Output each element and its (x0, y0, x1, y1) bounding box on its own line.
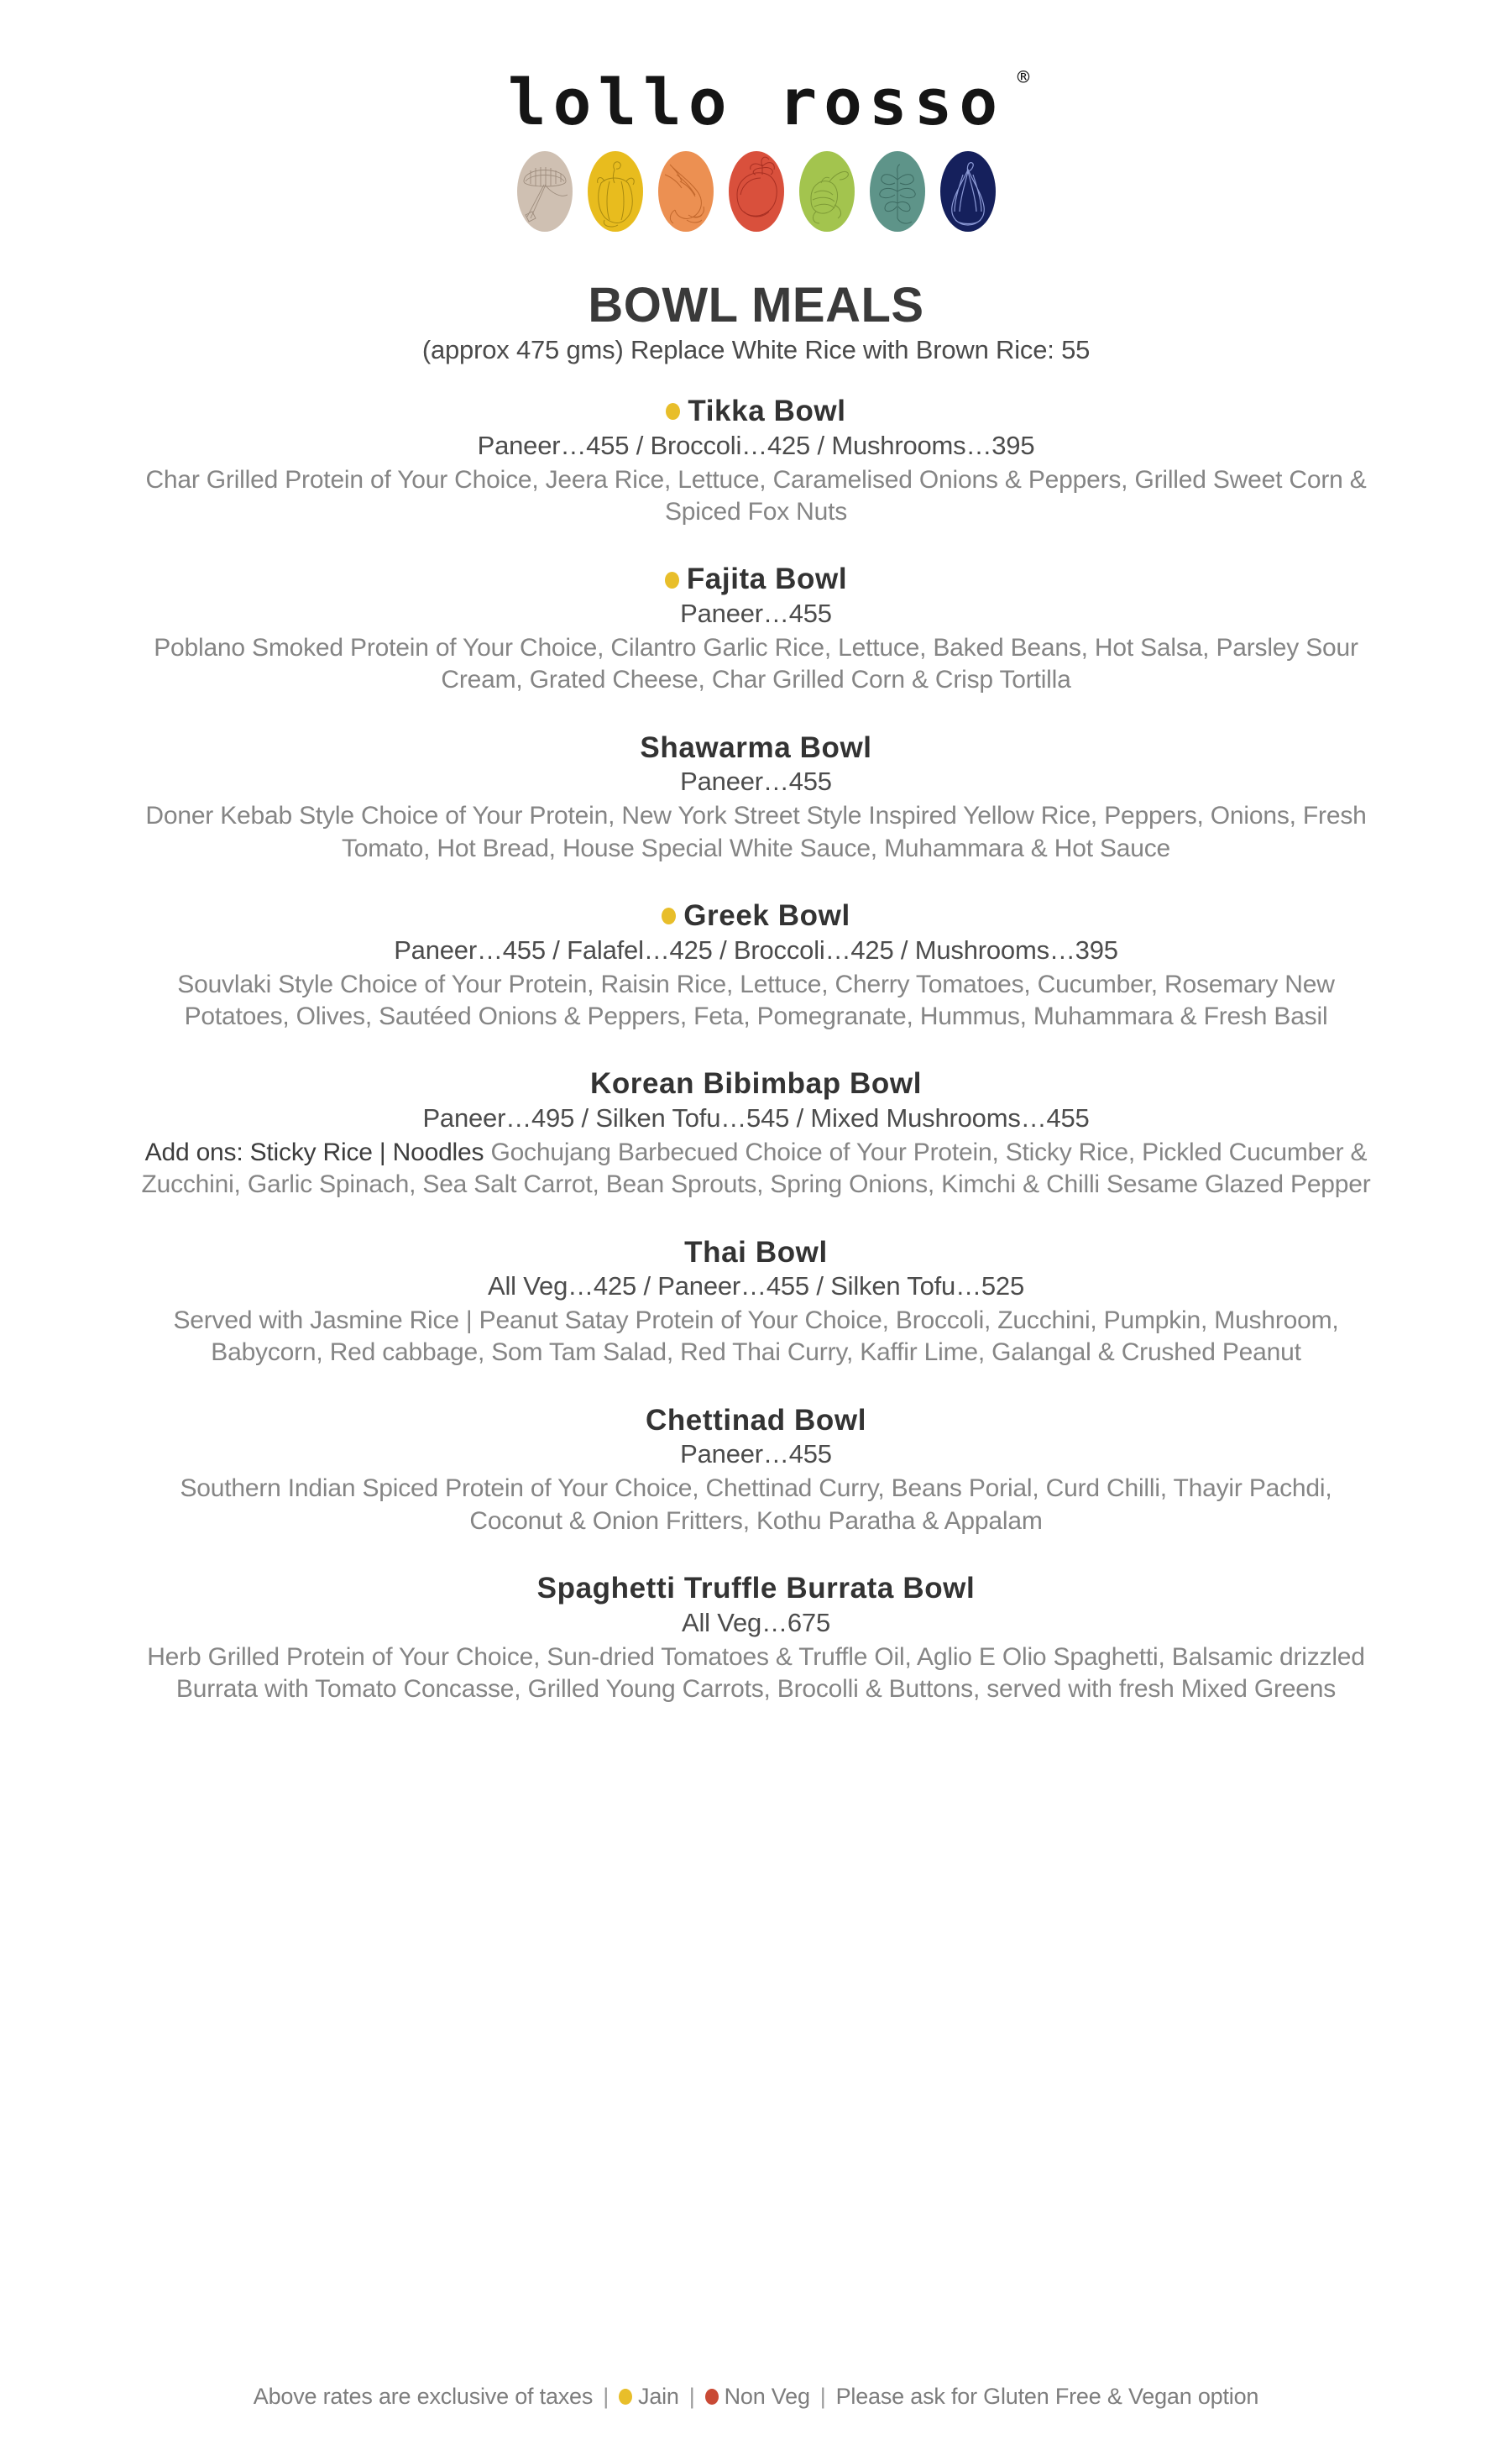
menu-item-title-row (101, 1573, 1411, 1605)
options-note: Please ask for Gluten Free & Vegan option (835, 2384, 1259, 2409)
garlic-icon (937, 146, 999, 237)
menu-item-title-row (101, 1405, 1411, 1437)
menu-item-title-row (101, 563, 1411, 596)
menu-item-title-row (101, 900, 1411, 933)
page-subtitle: (approx 475 gms) Replace White Rice with Brown Rice: 55 (421, 335, 1091, 365)
menu-item (101, 732, 1411, 865)
menu-item-title-row (101, 1068, 1411, 1101)
jain-dot-icon (662, 908, 676, 924)
tomato-icon (725, 146, 787, 237)
taxes-note: Above rates are exclusive of taxes (253, 2384, 594, 2409)
menu-item-price: Paneer…455 / Broccoli…425 / Mushrooms…395 (477, 430, 1035, 460)
footer-separator-1: | (603, 2384, 610, 2409)
menu-item-title-row (101, 1237, 1411, 1270)
footer-separator-2: | (688, 2384, 695, 2409)
menu-item (101, 1237, 1411, 1369)
menu-item-title-row (101, 395, 1411, 428)
menu-item-description-text: Gochujang Barbecued Choice of Your Protein, Sticky Rice, Pickled Cucumber & Zucchini, Garlic Spinach, Sea Salt Carrot, Bean Sprouts, Spring Onions, Kimchi & Chilli Sesame Glazed Pepper (141, 1138, 1371, 1199)
menu-item-name: Thai Bowl (684, 1235, 828, 1269)
herbs-icon (866, 146, 929, 237)
bell-pepper-icon (584, 146, 646, 237)
mushroom-icon (514, 146, 576, 237)
legend-nonveg (705, 2384, 810, 2410)
menu-item-price: Paneer…455 / Falafel…425 / Broccoli…425 / Mushrooms…395 (394, 935, 1118, 965)
menu-item-description: Char Grilled Protein of Your Choice, Jeera Rice, Lettuce, Caramelised Onions & Peppers, Grilled Sweet Corn & Spiced Fox Nuts (145, 465, 1367, 526)
menu-item-name: Shawarma Bowl (640, 730, 872, 764)
menu-item-price: Paneer…455 (680, 598, 832, 628)
jain-dot-icon (666, 403, 680, 420)
brand-header (0, 0, 1512, 237)
menu-item-price: Paneer…455 (680, 767, 832, 797)
menu-item (101, 900, 1411, 1033)
menu-item-description: Poblano Smoked Protein of Your Choice, Cilantro Garlic Rice, Lettuce, Baked Beans, Hot Salsa, Parsley Sour Cream, Grated Cheese, Char Grilled Corn & Crisp Tortilla (154, 633, 1358, 694)
legend-jain (619, 2384, 679, 2410)
menu-item-description: Southern Indian Spiced Protein of Your Choice, Chettinad Curry, Beans Porial, Curd Chilli, Thayir Pachdi, Coconut & Onion Fritters, Kothu Paratha & Appalam (180, 1474, 1332, 1535)
menu-item (101, 563, 1411, 696)
menu-item (101, 395, 1411, 528)
legend-nonveg-label: Non Veg (724, 2384, 810, 2409)
menu-item-name: Greek Bowl (683, 899, 850, 932)
menu-item-price: Paneer…455 (680, 1439, 832, 1469)
menu-item-name: Tikka Bowl (688, 395, 846, 428)
menu-item-description (135, 1137, 1378, 1202)
menu-item-name: Chettinad Bowl (645, 1403, 867, 1437)
menu-item-title-row (101, 732, 1411, 765)
legend-jain-label: Jain (638, 2384, 679, 2409)
menu-item-description: Souvlaki Style Choice of Your Protein, Raisin Rice, Lettuce, Cherry Tomatoes, Cucumber, Rosemary New Potatoes, Olives, Sautéed Onions & Peppers, Feta, Pomegranate, Hummus, Muhammara & Fresh Basil (177, 970, 1335, 1030)
jain-dot-icon (665, 572, 679, 589)
footer-separator-3: | (819, 2384, 826, 2409)
menu-item (101, 1405, 1411, 1537)
registered-trademark-icon: ® (1017, 65, 1030, 89)
menu-item (101, 1068, 1411, 1201)
menu-item-price: All Veg…675 (681, 1607, 831, 1637)
menu-item-description: Served with Jasmine Rice | Peanut Satay Protein of Your Choice, Broccoli, Zucchini, Pumpkin, Mushroom, Babycorn, Red cabbage, Som Tam Salad, Red Thai Curry, Kaffir Lime, Galangal & Crushed Peanut (173, 1306, 1339, 1367)
menu-item (101, 1573, 1411, 1705)
artichoke-icon (796, 146, 858, 237)
menu-footer (0, 2384, 1512, 2445)
shrimp-icon (655, 146, 717, 237)
logo-text: lollo rosso (507, 65, 1005, 139)
menu-item-price: All Veg…425 / Paneer…455 / Silken Tofu…525 (488, 1271, 1024, 1301)
menu-item-addon: Add ons: Sticky Rice | Noodles (144, 1138, 491, 1166)
logo-wordmark (507, 65, 1030, 139)
menu-item-name: Fajita Bowl (686, 563, 848, 596)
section-header (0, 280, 1512, 365)
menu-item-name: Korean Bibimbap Bowl (589, 1067, 923, 1101)
jain-dot-icon (619, 2389, 632, 2405)
menu-list (0, 395, 1512, 2384)
menu-item-price: Paneer…495 / Silken Tofu…545 / Mixed Mushrooms…455 (422, 1102, 1090, 1133)
menu-item-description: Herb Grilled Protein of Your Choice, Sun-dried Tomatoes & Truffle Oil, Aglio E Olio Spaghetti, Balsamic drizzled Burrata with Tomato Concasse, Grilled Young Carrots, Brocolli & Buttons, served with fresh Mixed Greens (147, 1642, 1365, 1704)
page-title: BOWL MEALS (588, 278, 924, 332)
menu-item-description: Doner Kebab Style Choice of Your Protein, New York Street Style Inspired Yellow Rice, Peppers, Onions, Fresh Tomato, Hot Bread, House Special White Sauce, Muhammara & Hot Sauce (145, 802, 1367, 862)
menu-item-name: Spaghetti Truffle Burrata Bowl (536, 1572, 976, 1605)
nonveg-dot-icon (705, 2389, 719, 2405)
vegetable-icon-strip (0, 146, 1512, 237)
